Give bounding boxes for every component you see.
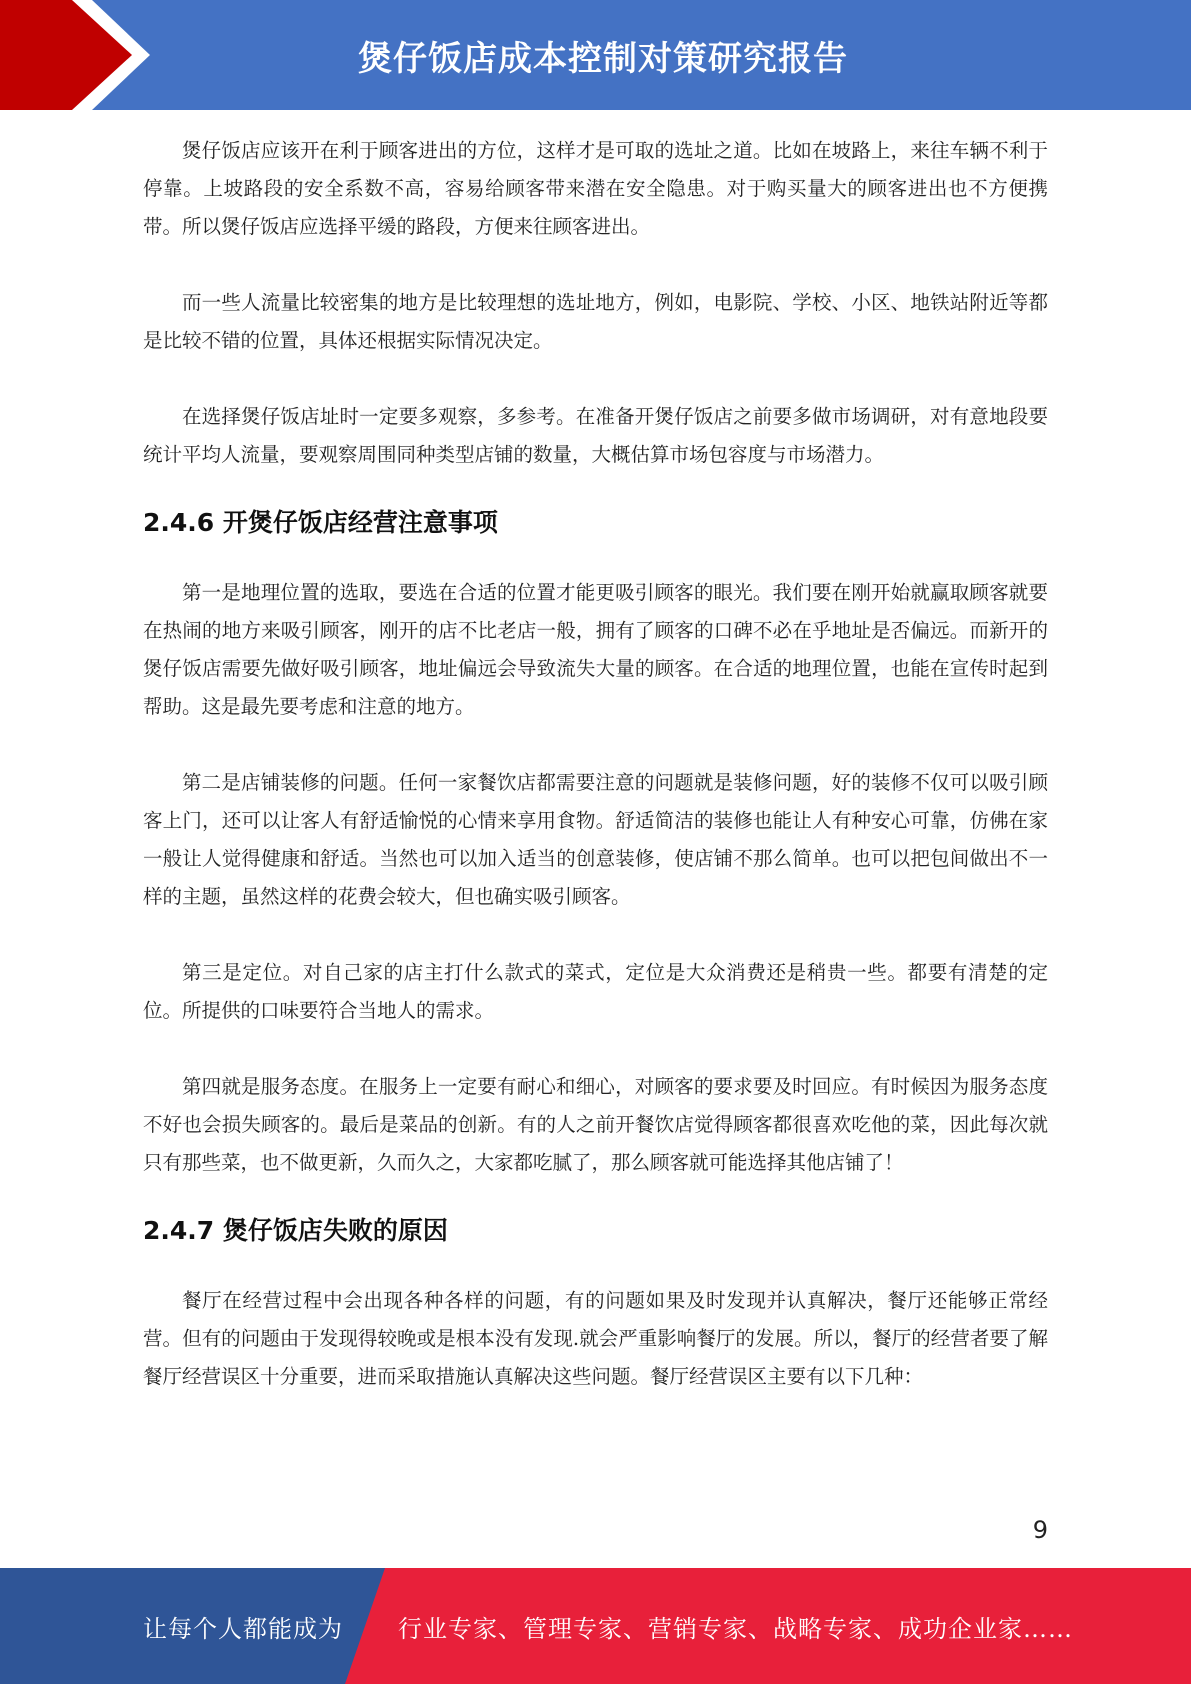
paragraph: 煲仔饭店应该开在利于顾客进出的方位，这样才是可取的选址之道。比如在坡路上，来往车辆不利于停靠。上坡路段的安全系数不高，容易给顾客带来潜在安全隐患。对于购买量大的顾客进出也不方便携带。所以煲仔饭店应选择平缓的路段，方便来往顾客进出。 xyxy=(143,139,1048,238)
paragraph: 第二是店铺装修的问题。任何一家餐饮店都需要注意的问题就是装修问题，好的装修不仅可以吸引顾客上门，还可以让客人有舒适愉悦的心情来享用食物。舒适简洁的装修也能让人有种安心可靠，仿佛在家一般让人觉得健康和舒适。当然也可以加入适当的创意装修，使店铺不那么简单。也可以把包间做出不一样的主题，虽然这样的花费会较大，但也确实吸引顾客。 xyxy=(143,771,1048,908)
report-title: 煲仔饭店成本控制对策研究报告 xyxy=(358,38,848,79)
paragraph: 第一是地理位置的选取，要选在合适的位置才能更吸引顾客的眼光。我们要在刚开始就赢取顾客就要在热闹的地方来吸引顾客，刚开的店不比老店一般，拥有了顾客的口碑不必在乎地址是否偏远。而新开的煲仔饭店需要先做好吸引顾客，地址偏远会导致流失大量的顾客。在合适的地理位置，也能在宣传时起到帮助。这是最先要考虑和注意的地方。 xyxy=(143,581,1048,718)
page-content xyxy=(143,132,1048,1396)
page-header xyxy=(0,0,1191,110)
paragraph: 而一些人流量比较密集的地方是比较理想的选址地方，例如，电影院、学校、小区、地铁站附近等都是比较不错的位置，具体还根据实际情况决定。 xyxy=(143,291,1048,352)
footer-slogan-left: 让每个人都能成为 xyxy=(143,1614,343,1643)
footer-slogan-right: 行业专家、管理专家、营销专家、战略专家、成功企业家…… xyxy=(398,1614,1073,1643)
paragraph: 在选择煲仔饭店址时一定要多观察，多参考。在准备开煲仔饭店之前要多做市场调研，对有意地段要统计平均人流量，要观察周围同种类型店铺的数量，大概估算市场包容度与市场潜力。 xyxy=(143,405,1048,466)
page-footer xyxy=(0,1568,1191,1684)
page-number: 9 xyxy=(1032,1516,1048,1544)
paragraph: 第三是定位。对自己家的店主打什么款式的菜式，定位是大众消费还是稍贵一些。都要有清楚的定位。所提供的口味要符合当地人的需求。 xyxy=(143,961,1048,1022)
section-heading-2-4-6: 2.4.6 开煲仔饭店经营注意事项 xyxy=(143,508,498,537)
section-heading-2-4-7: 2.4.7 煲仔饭店失败的原因 xyxy=(143,1216,448,1245)
paragraph: 餐厅在经营过程中会出现各种各样的问题，有的问题如果及时发现并认真解决，餐厅还能够正常经营。但有的问题由于发现得较晚或是根本没有发现.就会严重影响餐厅的发展。所以，餐厅的经营者要了解餐厅经营误区十分重要，进而采取措施认真解决这些问题。餐厅经营误区主要有以下几种： xyxy=(143,1289,1048,1388)
paragraph: 第四就是服务态度。在服务上一定要有耐心和细心，对顾客的要求要及时回应。有时候因为服务态度不好也会损失顾客的。最后是菜品的创新。有的人之前开餐饮店觉得顾客都很喜欢吃他的菜，因此每次就只有那些菜，也不做更新，久而久之，大家都吃腻了，那么顾客就可能选择其他店铺了！ xyxy=(143,1075,1048,1174)
